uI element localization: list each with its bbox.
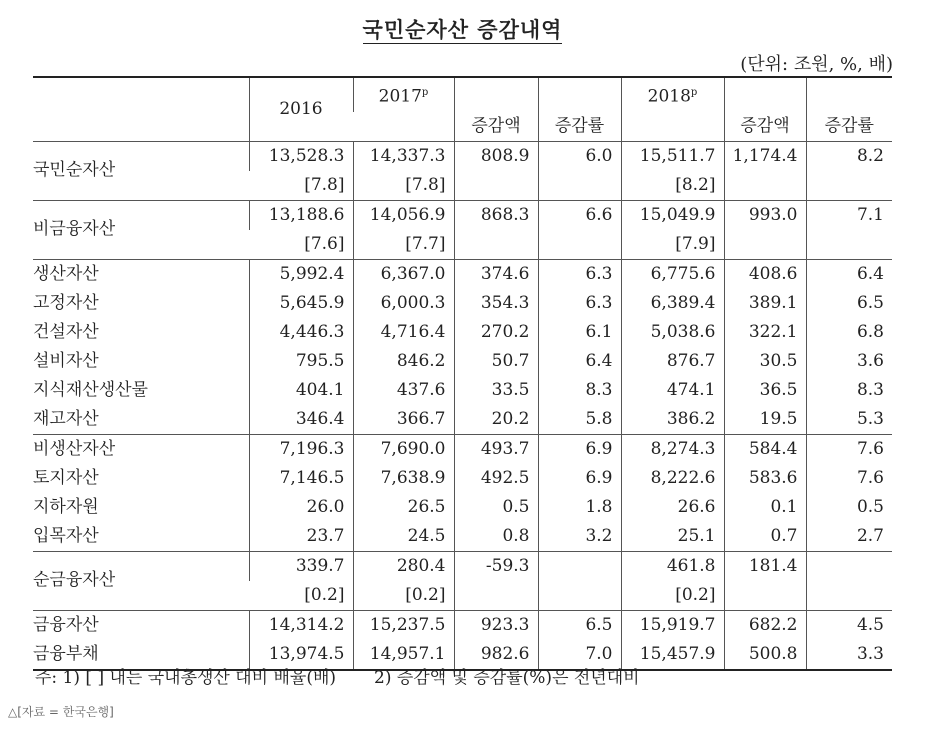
cell-v2016: 346.4 [249, 405, 353, 435]
table-row [33, 434, 892, 464]
row-label: 금융자산 [33, 610, 249, 640]
row-label: 지하자원 [33, 496, 99, 517]
row-label: 토지자산 [33, 467, 99, 488]
cell-v2018: 15,511.7 [621, 141, 724, 171]
footnote-1: 주: 1) [ ] 내는 국내총생산 대비 배율(배) [35, 668, 337, 688]
cell-amt17: 50.7 [454, 347, 538, 376]
header-change-rate-2018: 증감률 [806, 112, 892, 142]
cell-v2016: 14,314.2 [249, 610, 353, 640]
cell-rate17: 1.8 [538, 493, 621, 522]
source-note: △[자료 = 한국은행] [8, 705, 114, 719]
table-row [33, 610, 892, 640]
header-2016: 2016 [249, 77, 353, 141]
table-row [33, 347, 892, 376]
cell-v2018: 15,457.9 [621, 640, 724, 670]
cell-v2016: 13,188.6 [249, 200, 353, 230]
cell-v2017: 437.6 [353, 376, 454, 405]
cell-v2018: 876.7 [621, 347, 724, 376]
cell-v2018: 6,775.6 [621, 259, 724, 289]
cell-rate18: 8.3 [806, 376, 892, 405]
cell-rate18: 5.3 [806, 405, 892, 435]
cell-v2018: 8,222.6 [621, 464, 724, 493]
header-change-rate-2017: 증감률 [538, 112, 621, 142]
cell-v2018: 461.8 [621, 551, 724, 581]
cell-rate17: 6.4 [538, 347, 621, 376]
row-label: 생산자산 [33, 259, 249, 289]
row-label: 고정자산 [33, 292, 99, 313]
cell-amt18: 30.5 [724, 347, 806, 376]
row-label: 금융부채 [33, 640, 249, 670]
table-row [33, 522, 892, 552]
cell-amt17: 354.3 [454, 289, 538, 318]
cell-amt18: 993.0 [724, 200, 806, 230]
cell-amt18: 389.1 [724, 289, 806, 318]
header-change-amount-2017: 증감액 [454, 112, 538, 142]
cell-ratio: [0.2] [353, 581, 454, 611]
table-row [33, 289, 892, 318]
table-title [0, 14, 925, 44]
table-row [33, 464, 892, 493]
row-label: 건설자산 [33, 321, 99, 342]
cell-rate18: 6.4 [806, 259, 892, 289]
cell-ratio: [8.2] [621, 171, 724, 201]
cell-rate18 [806, 551, 892, 581]
cell-v2016: 4,446.3 [249, 318, 353, 347]
cell-ratio: [7.7] [353, 230, 454, 260]
cell-v2016: 26.0 [249, 493, 353, 522]
cell-amt18: 181.4 [724, 551, 806, 581]
cell-v2016: 339.7 [249, 551, 353, 581]
cell-amt17: 923.3 [454, 610, 538, 640]
cell-amt18: 322.1 [724, 318, 806, 347]
cell-rate17: 6.3 [538, 259, 621, 289]
cell-ratio: [7.9] [621, 230, 724, 260]
cell-amt17: 0.8 [454, 522, 538, 552]
cell-rate18: 4.5 [806, 610, 892, 640]
cell-v2018: 474.1 [621, 376, 724, 405]
cell-amt18: 0.7 [724, 522, 806, 552]
table-row [33, 551, 892, 581]
cell-v2018: 6,389.4 [621, 289, 724, 318]
cell-v2017: 6,367.0 [353, 259, 454, 289]
cell-amt17: 982.6 [454, 640, 538, 670]
cell-amt18: 0.1 [724, 493, 806, 522]
cell-v2016: 13,974.5 [249, 640, 353, 670]
row-label: 설비자산 [33, 350, 99, 371]
cell-rate18: 3.6 [806, 347, 892, 376]
cell-amt17: 493.7 [454, 434, 538, 464]
cell-v2018: 5,038.6 [621, 318, 724, 347]
cell-ratio: [0.2] [621, 581, 724, 611]
cell-rate17: 6.5 [538, 610, 621, 640]
cell-ratio: [7.6] [304, 233, 345, 254]
cell-amt18: 36.5 [724, 376, 806, 405]
cell-rate17: 6.9 [538, 434, 621, 464]
cell-rate18: 6.8 [806, 318, 892, 347]
footnote-2: 2) 증감액 및 증감률(%)은 전년대비 [374, 668, 640, 688]
cell-v2016: 13,528.3 [249, 141, 353, 171]
cell-v2016: 23.7 [249, 522, 353, 552]
cell-v2018: 25.1 [621, 522, 724, 552]
cell-v2017: 14,957.1 [353, 640, 454, 670]
row-label: 재고자산 [33, 408, 99, 429]
row-label: 비생산자산 [33, 434, 249, 464]
cell-ratio: [7.8] [353, 171, 454, 201]
cell-amt17: 492.5 [454, 464, 538, 493]
cell-v2016: 7,196.3 [249, 434, 353, 464]
header-category [33, 77, 249, 141]
cell-v2017: 7,638.9 [353, 464, 454, 493]
cell-v2017: 24.5 [353, 522, 454, 552]
table-row [33, 141, 892, 171]
cell-v2016: 404.1 [249, 376, 353, 405]
cell-rate18: 6.5 [806, 289, 892, 318]
cell-rate18: 7.6 [806, 464, 892, 493]
cell-amt18: 1,174.4 [724, 141, 806, 171]
cell-amt18: 682.2 [724, 610, 806, 640]
cell-rate18: 8.2 [806, 141, 892, 171]
cell-amt17: 33.5 [454, 376, 538, 405]
header-row [33, 77, 892, 112]
cell-rate18: 2.7 [806, 522, 892, 552]
cell-v2017: 26.5 [353, 493, 454, 522]
cell-ratio: [0.2] [304, 584, 345, 605]
cell-amt18: 583.6 [724, 464, 806, 493]
cell-v2016: 5,992.4 [249, 259, 353, 289]
row-label: 순금융자산 [33, 551, 249, 610]
cell-v2016: 795.5 [249, 347, 353, 376]
table-row [33, 405, 892, 435]
header-2017: 2017$^p$ [353, 77, 454, 112]
cell-rate17: 6.9 [538, 464, 621, 493]
cell-rate17: 7.0 [538, 640, 621, 670]
header-2018: 2018$^p$ [621, 77, 724, 112]
cell-v2017: 280.4 [353, 551, 454, 581]
table-row [33, 318, 892, 347]
cell-rate17: 6.3 [538, 289, 621, 318]
cell-rate18: 7.1 [806, 200, 892, 230]
cell-rate18: 3.3 [806, 640, 892, 670]
row-label: 국민순자산 [33, 141, 249, 200]
cell-amt17: 20.2 [454, 405, 538, 435]
cell-amt17: -59.3 [454, 551, 538, 581]
cell-amt17: 808.9 [454, 141, 538, 171]
cell-amt18: 19.5 [724, 405, 806, 435]
cell-v2017: 15,237.5 [353, 610, 454, 640]
footnote [35, 663, 640, 688]
cell-rate17 [538, 551, 621, 581]
cell-amt18: 500.8 [724, 640, 806, 670]
cell-v2017: 366.7 [353, 405, 454, 435]
table-title-text: 국민순자산 증감내역 [362, 17, 563, 42]
cell-v2017: 4,716.4 [353, 318, 454, 347]
cell-rate18: 7.6 [806, 434, 892, 464]
cell-rate17: 6.1 [538, 318, 621, 347]
row-label: 지식재산생산물 [33, 379, 148, 400]
cell-amt18: 584.4 [724, 434, 806, 464]
cell-v2017: 6,000.3 [353, 289, 454, 318]
row-label: 입목자산 [33, 525, 99, 546]
unit-label: (단위: 조원, %, 배) [740, 54, 893, 75]
cell-v2018: 26.6 [621, 493, 724, 522]
row-label: 비금융자산 [33, 200, 249, 259]
cell-amt18: 408.6 [724, 259, 806, 289]
cell-rate17: 8.3 [538, 376, 621, 405]
cell-amt17: 868.3 [454, 200, 538, 230]
cell-rate17: 6.6 [538, 200, 621, 230]
cell-rate17: 6.0 [538, 141, 621, 171]
cell-v2016: 7,146.5 [249, 464, 353, 493]
cell-v2018: 8,274.3 [621, 434, 724, 464]
table-row [33, 493, 892, 522]
cell-v2018: 386.2 [621, 405, 724, 435]
table-row [33, 376, 892, 405]
header-change-amount-2018: 증감액 [724, 112, 806, 142]
table-row [33, 259, 892, 289]
cell-v2016: 5,645.9 [249, 289, 353, 318]
cell-rate18: 0.5 [806, 493, 892, 522]
cell-rate17: 3.2 [538, 522, 621, 552]
cell-v2018: 15,049.9 [621, 200, 724, 230]
cell-amt17: 270.2 [454, 318, 538, 347]
cell-amt17: 0.5 [454, 493, 538, 522]
cell-amt17: 374.6 [454, 259, 538, 289]
net-assets-table [33, 76, 892, 671]
table-row [33, 200, 892, 230]
cell-v2018: 15,919.7 [621, 610, 724, 640]
cell-ratio: [7.8] [304, 174, 345, 195]
cell-v2017: 846.2 [353, 347, 454, 376]
cell-v2017: 7,690.0 [353, 434, 454, 464]
cell-v2017: 14,337.3 [353, 141, 454, 171]
cell-rate17: 5.8 [538, 405, 621, 435]
cell-v2017: 14,056.9 [353, 200, 454, 230]
